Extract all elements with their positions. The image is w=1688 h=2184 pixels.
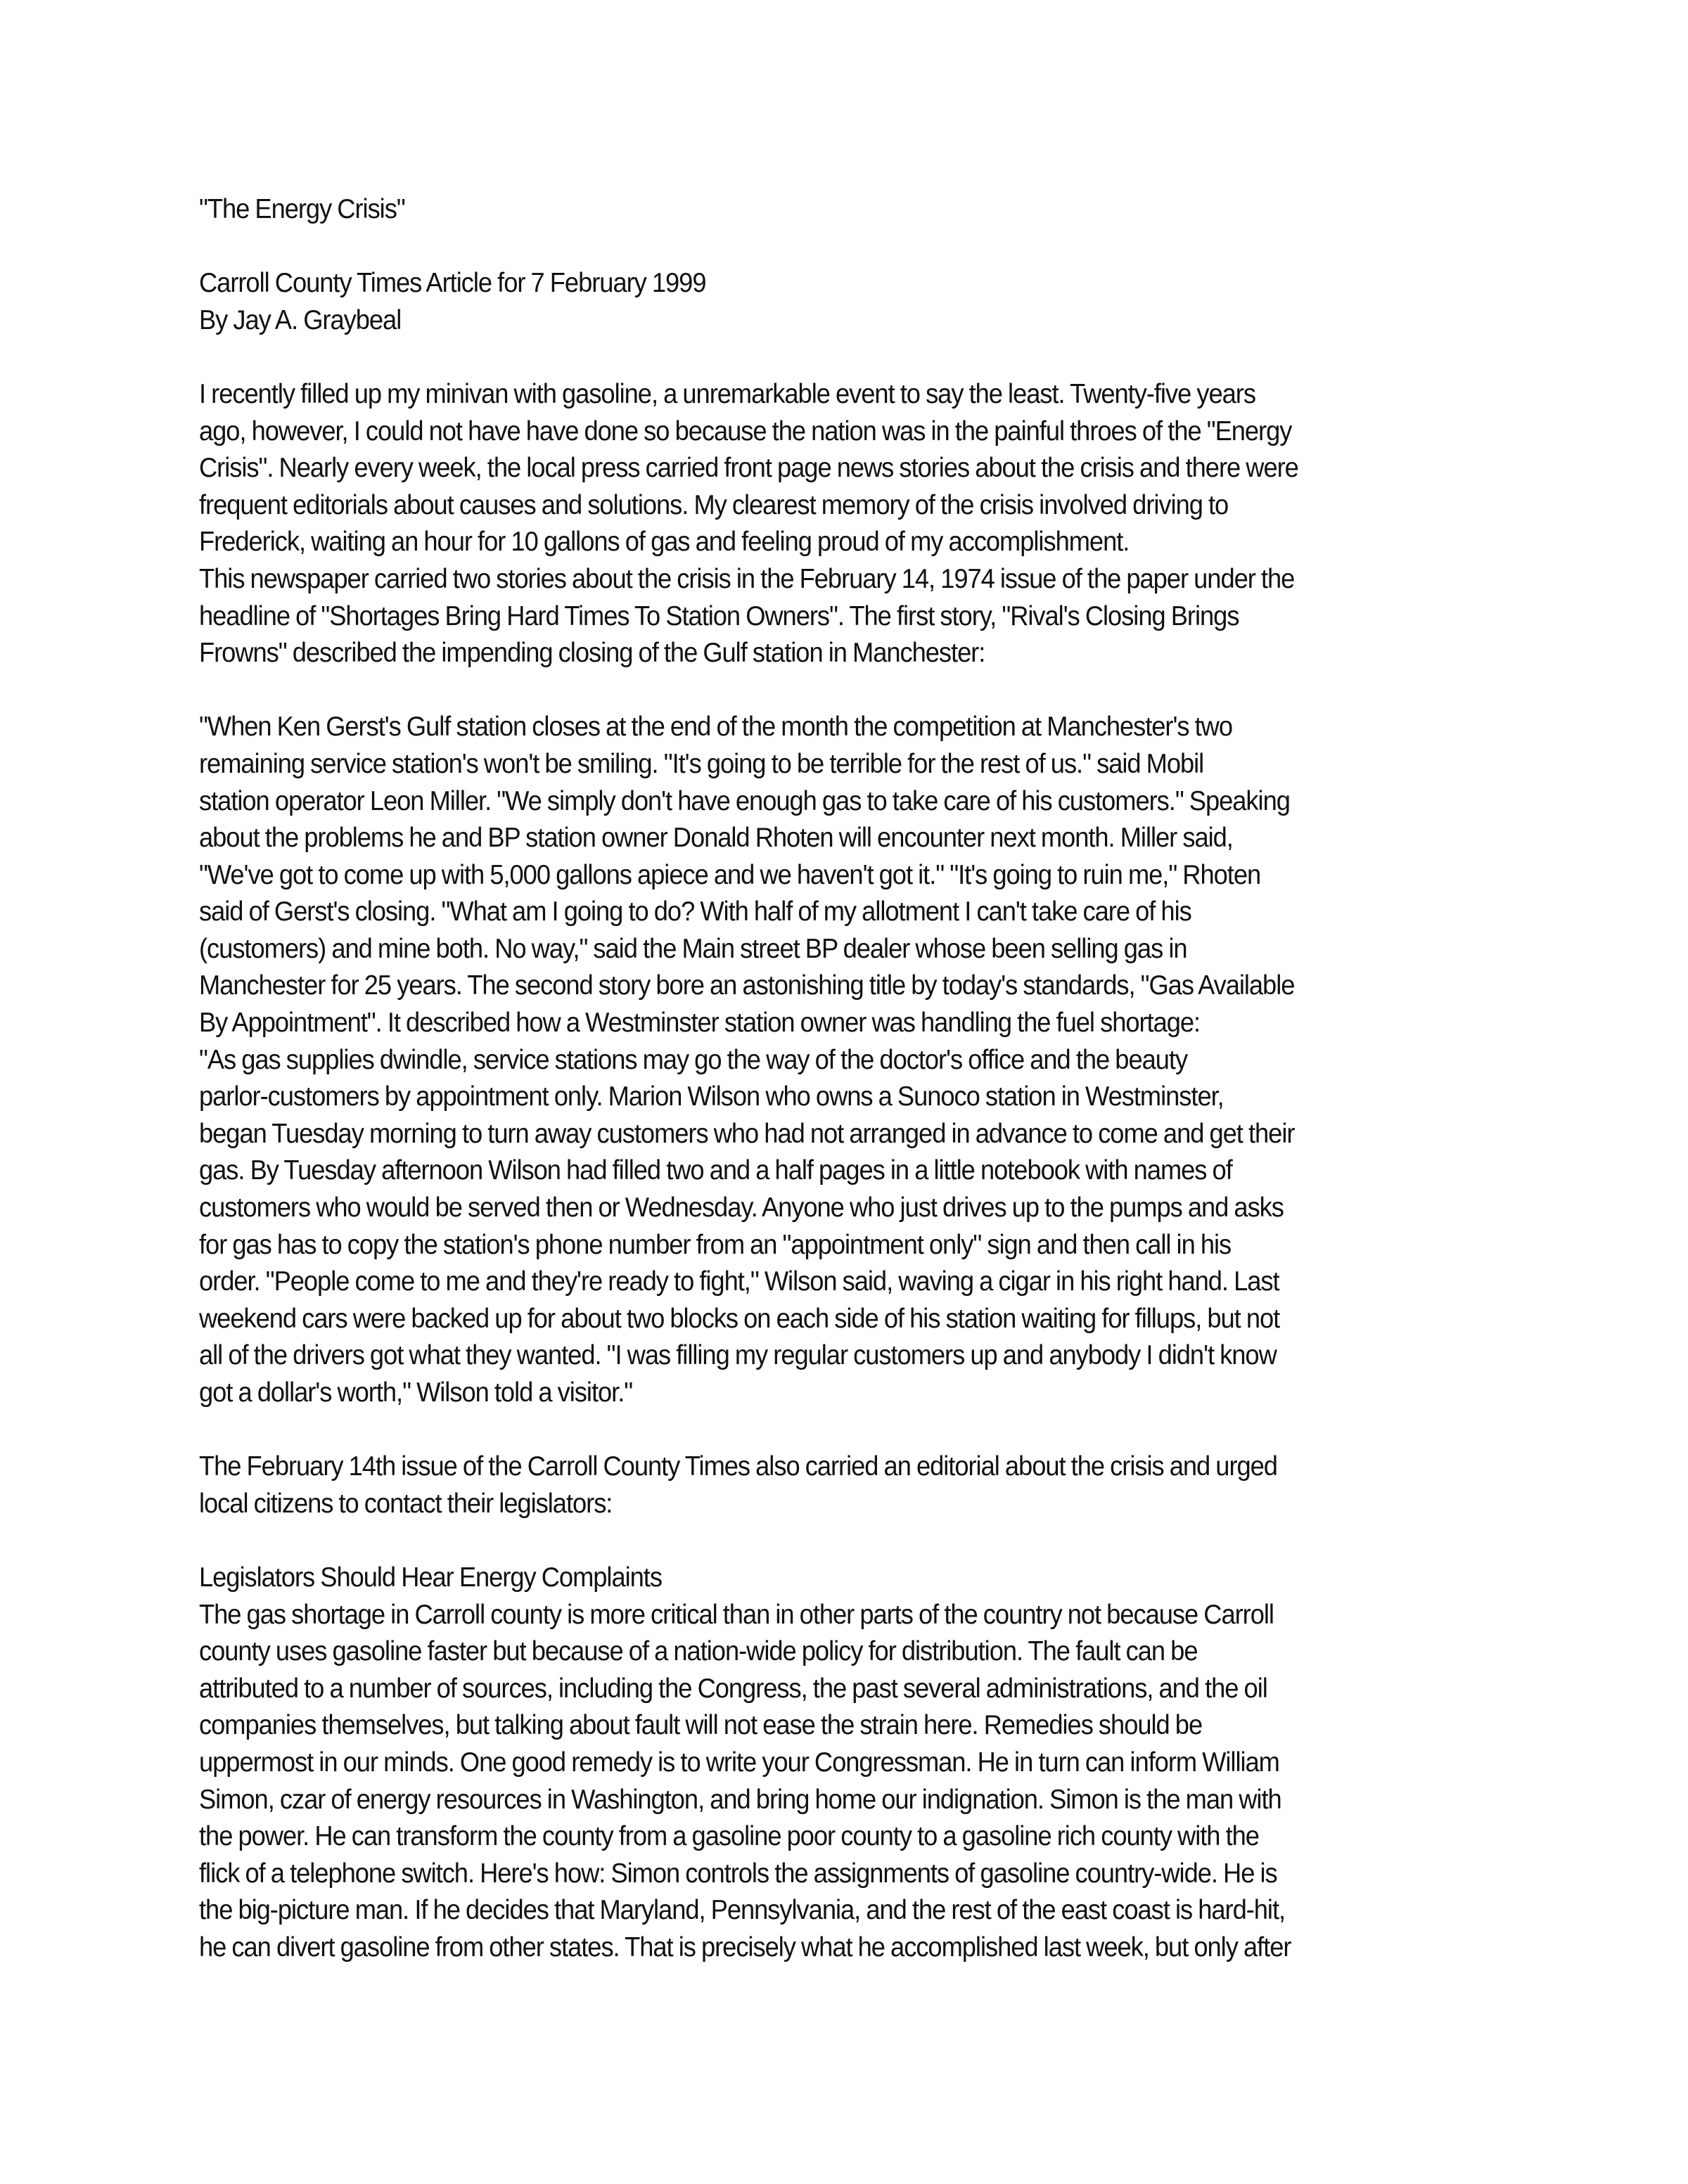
text-line: companies themselves, but talking about fault will not ease the strain here. Remedies should be [199,1710,1203,1741]
text-line: ago, however, I could not have have done so because the nation was in the painful throes of the "Energy [199,416,1292,447]
article-paragraph [199,709,1507,1411]
text-line: remaining service station's won't be smiling. "It's going to be terrible for the rest of us." said Mobil [199,748,1204,779]
text-line: headline of "Shortages Bring Hard Times To Station Owners". The first story, "Rival's Closing Brings [199,600,1239,631]
text-line: (customers) and mine both. No way," said the Main street BP dealer whose been selling gas in [199,933,1187,964]
text-line: about the problems he and BP station owner Donald Rhoten will encounter next month. Miller said, [199,823,1233,854]
text-line: the big-picture man. If he decides that Maryland, Pennsylvania, and the rest of the east coast is hard-hit, [199,1895,1286,1926]
text-line: for gas has to copy the station's phone number from an "appointment only" sign and then call in his [199,1229,1232,1260]
text-line: began Tuesday morning to turn away customers who had not arranged in advance to come and get their [199,1118,1295,1149]
text-line: flick of a telephone switch. Here's how: Simon controls the assignments of gasoline country-wide. He is [199,1858,1277,1889]
text-line: By Appointment". It described how a Westminster station owner was handling the fuel shortage: [199,1008,1201,1039]
text-line: customers who would be served then or Wednesday. Anyone who just drives up to the pumps and asks [199,1193,1284,1223]
spacer [199,339,1507,376]
byline: By Jay A. Graybeal [199,304,402,335]
text-line: attributed to a number of sources, including the Congress, the past several administrations, and the oil [199,1673,1267,1704]
article-subtitle: Carroll County Times Article for 7 February 1999 [199,268,706,299]
text-line: station operator Leon Miller. "We simply don't have enough gas to take care of his customers." Speaking [199,785,1290,816]
text-line: local citizens to contact their legislators: [199,1488,613,1519]
text-line: This newspaper carried two stories about the crisis in the February 14, 1974 issue of the paper under the [199,563,1295,594]
text-line: county uses gasoline faster but because of a nation-wide policy for distribution. The fault can be [199,1636,1198,1667]
article-paragraph [199,1448,1507,1522]
text-line: The gas shortage in Carroll county is more critical than in other parts of the country not because Carroll [199,1599,1274,1630]
document-title: "The Energy Crisis" [199,194,405,224]
text-line: the power. He can transform the county from a gasoline poor county to a gasoline rich county with the [199,1821,1259,1852]
text-line: The February 14th issue of the Carroll County Times also carried an editorial about the crisis and urged [199,1451,1277,1482]
spacer [199,1522,1507,1560]
text-line: "As gas supplies dwindle, service stations may go the way of the doctor's office and the beauty [199,1044,1188,1075]
spacer [199,672,1507,709]
text-line: Simon, czar of energy resources in Washington, and bring home our indignation. Simon is the man with [199,1784,1281,1815]
text-line: Frederick, waiting an hour for 10 gallons of gas and feeling proud of my accomplishment. [199,527,1130,558]
text-line: Manchester for 25 years. The second story bore an astonishing title by today's standards, "Gas Available [199,970,1295,1001]
article-paragraph [199,1560,1507,1967]
text-line: "We've got to come up with 5,000 gallons apiece and we haven't got it." "It's going to ruin me," Rhoten [199,859,1261,890]
text-line: I recently filled up my minivan with gasoline, a unremarkable event to say the least. Twenty-five years [199,378,1255,409]
document-body [199,191,1507,1967]
text-line: he can divert gasoline from other states. That is precisely what he accomplished last week, but only after [199,1932,1291,1963]
document-page [199,191,1507,1967]
text-line: parlor-customers by appointment only. Marion Wilson who owns a Sunoco station in Westminster, [199,1081,1224,1112]
article-paragraph [199,376,1507,672]
text-line: order. "People come to me and they're ready to fight," Wilson said, waving a cigar in his right hand. Last [199,1266,1279,1297]
text-line: Legislators Should Hear Energy Complaints [199,1562,662,1593]
text-line: got a dollar's worth," Wilson told a visitor." [199,1377,633,1408]
text-line: all of the drivers got what they wanted. "I was filling my regular customers up and anybody I didn't know [199,1340,1277,1371]
text-line: said of Gerst's closing. "What am I going to do? With half of my allotment I can't take care of his [199,897,1191,927]
text-line: uppermost in our minds. One good remedy is to write your Congressman. He in turn can inform William [199,1747,1279,1778]
spacer [199,229,1507,266]
text-line: "When Ken Gerst's Gulf station closes at the end of the month the competition at Manchester's two [199,712,1233,743]
text-line: gas. By Tuesday afternoon Wilson had filled two and a half pages in a little notebook with names of [199,1155,1232,1186]
text-line: Crisis". Nearly every week, the local press carried front page news stories about the crisis and there were [199,453,1298,484]
spacer [199,1412,1507,1449]
article-paragraphs [199,376,1507,1967]
text-line: weekend cars were backed up for about two blocks on each side of his station waiting for fillups, but not [199,1303,1280,1334]
text-line: Frowns" described the impending closing of the Gulf station in Manchester: [199,638,985,669]
text-line: frequent editorials about causes and solutions. My clearest memory of the crisis involved driving to [199,489,1229,520]
